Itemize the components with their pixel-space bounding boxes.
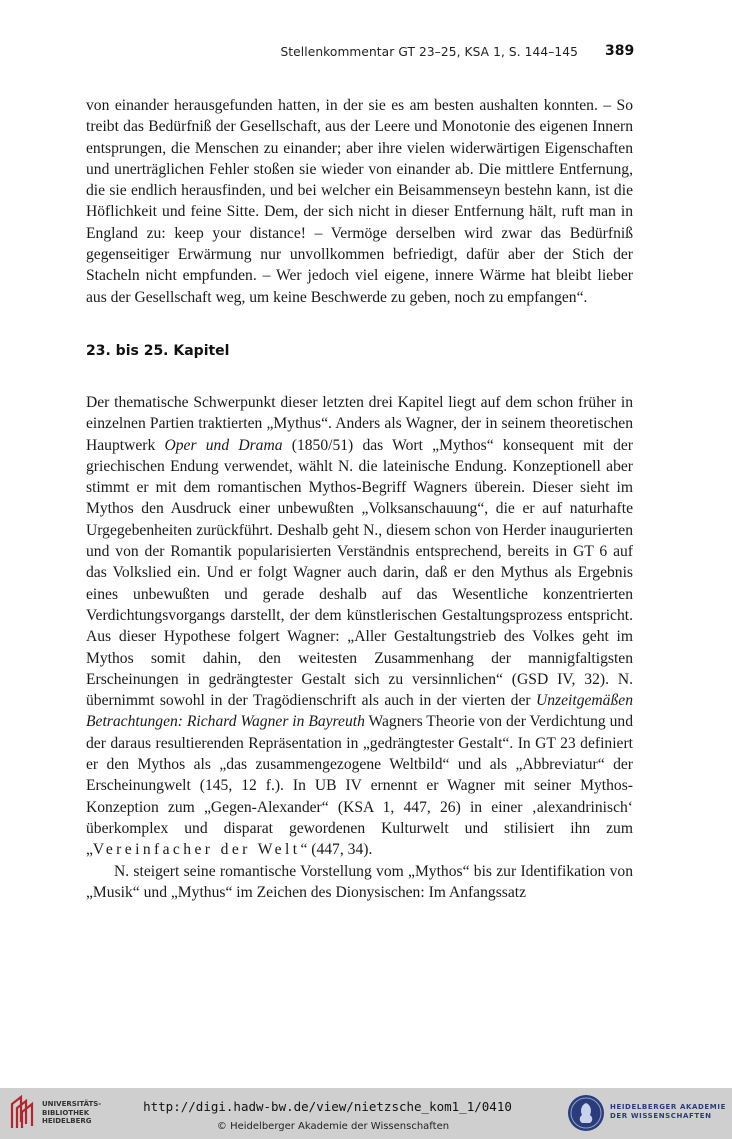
quote-paragraph: von einander herausgefunden hatten, in der sie es am besten aushalten konnten. – So treibt das Bedürfniß der Gesellschaft, aus der Leere und Monotonie des eigenen Innern entsprungen, die Menschen zu einander; aber ihre vielen widerwärtigen Eigenschaften und unerträglichen Fehler stoßen sie wieder von einander ab. Die mittlere Entfernung, die sie endlich herausfinden, und bei welcher ein Beisammenseyn bestehn kann, ist die Höflichkeit und feine Sitte. Dem, der sich nicht in dieser Entfernung hält, ruft man in England zu: keep your distance! – Vermöge derselben wird zwar das Bedürfniß gegenseitiger Erwärmung nur unvollkommen befriedigt, dafür aber der Stich der Stacheln nicht empfunden. – Wer jedoch viel eigene, innere Wärme hat bleibt lieber aus der Gesellschaft weg, um keine Beschwerde zu geben, noch zu empfangen“. (86, 97, 633, 306)
continuation-paragraph: N. steigert seine romantische Vorstellung vom „Mythos“ bis zur Identifikation von „Musik“ und „Mythus“ im Zeichen des Dionysischen: Im Anfangssatz (86, 862, 633, 901)
spaced-emphasis: Vereinfacher der Welt (92, 841, 301, 859)
footer-bar (0, 1088, 732, 1139)
academy-name: HEIDELBERGER AKADEMIE DER WISSENSCHAFTEN (610, 1103, 726, 1120)
text-run: (1850/51) das Wort „Mythos“ konsequent mit der griechischen Endung verwendet, wählt N. die lateinische Endung. Konzeptionell aber stimmt er mit dem romantischen Mythos-Begriff Wagners überein. Dieser sieht im Mythos den Ausdruck einer unbewußten „Volksanschauung“, die er auf naturhafte Urgegebenheiten zurückführt. Deshalb geht N., diesem schon von Herder inaugurierten und von der Romantik popularisierten Verständnis entsprechend, bereits in GT 6 auf das Volkslied ein. Und er folgt Wagner auch darin, daß er den Mythus als Ergebnis eines unbewußten und gerade deshalb auf das Wesentliche konzentrierten Verdichtungsvorgangs darstellt, der dem künstlerischen Gestaltungsprozess entspricht. Aus dieser Hypothese folgert Wagner: „Aller Gestaltungstrieb des Volkes geht im Mythos somit dahin, den weitesten Zusammenhang der mannigfaltigsten Erscheinungen in gedrängtester Gestalt sich zu versinnlichen“ (GSD IV, 32). N. übernimmt sowohl in der Tragödienschrift als auch in der vierten der (86, 436, 634, 710)
text-run: “ (447, 34). (300, 841, 373, 859)
copyright-notice: © Heidelberger Akademie der Wissenschaften (216, 1121, 450, 1132)
main-text (86, 95, 633, 903)
text-run: Wagners Theorie von der Verdichtung und der daraus resultierenden Repräsentation in „gedrängtester Gestalt“. In GT 23 definiert er den Mythos als „das zusammengezogene Weltbild“ und als „Abbreviatur“ der Erscheinungwelt (145, 12 f.). In UB IV ernennt er Wagner mit seiner Mythos-Konzeption zum „Gegen-Alexander“ (KSA 1, 447, 26) in einer ‚alexandrinisch‘ überkomplex und disparat gewordenen Kulturwelt und stilisiert ihn zum „ (86, 713, 634, 859)
work-title-untimely-meditations: Unzeitgemäßen Betrachtungen: Richard Wagner in Bayreuth (86, 692, 633, 731)
source-url[interactable]: http://digi.hadw-bw.de/view/nietzsche_kom1_1/0410 (143, 1099, 512, 1114)
work-title-oper-und-drama: Oper und Drama (164, 436, 283, 454)
academy-seal-icon (566, 1093, 606, 1133)
library-name: UNIVERSITÄTS- BIBLIOTHEK HEIDELBERG (42, 1100, 102, 1125)
section-heading: 23. bis 25. Kapitel (86, 342, 230, 359)
commentary-paragraph (86, 392, 633, 861)
page-number: 389 (605, 43, 635, 59)
running-head: Stellenkommentar GT 23–25, KSA 1, S. 144–145 (280, 45, 578, 59)
text-run: Der thematische Schwerpunkt dieser letzten drei Kapitel liegt auf dem schon früher in einzelnen Partien traktierten „Mythus“. Anders als Wagner, der in seinem theoretischen Hauptwerk (86, 393, 633, 454)
page-header (0, 42, 732, 64)
